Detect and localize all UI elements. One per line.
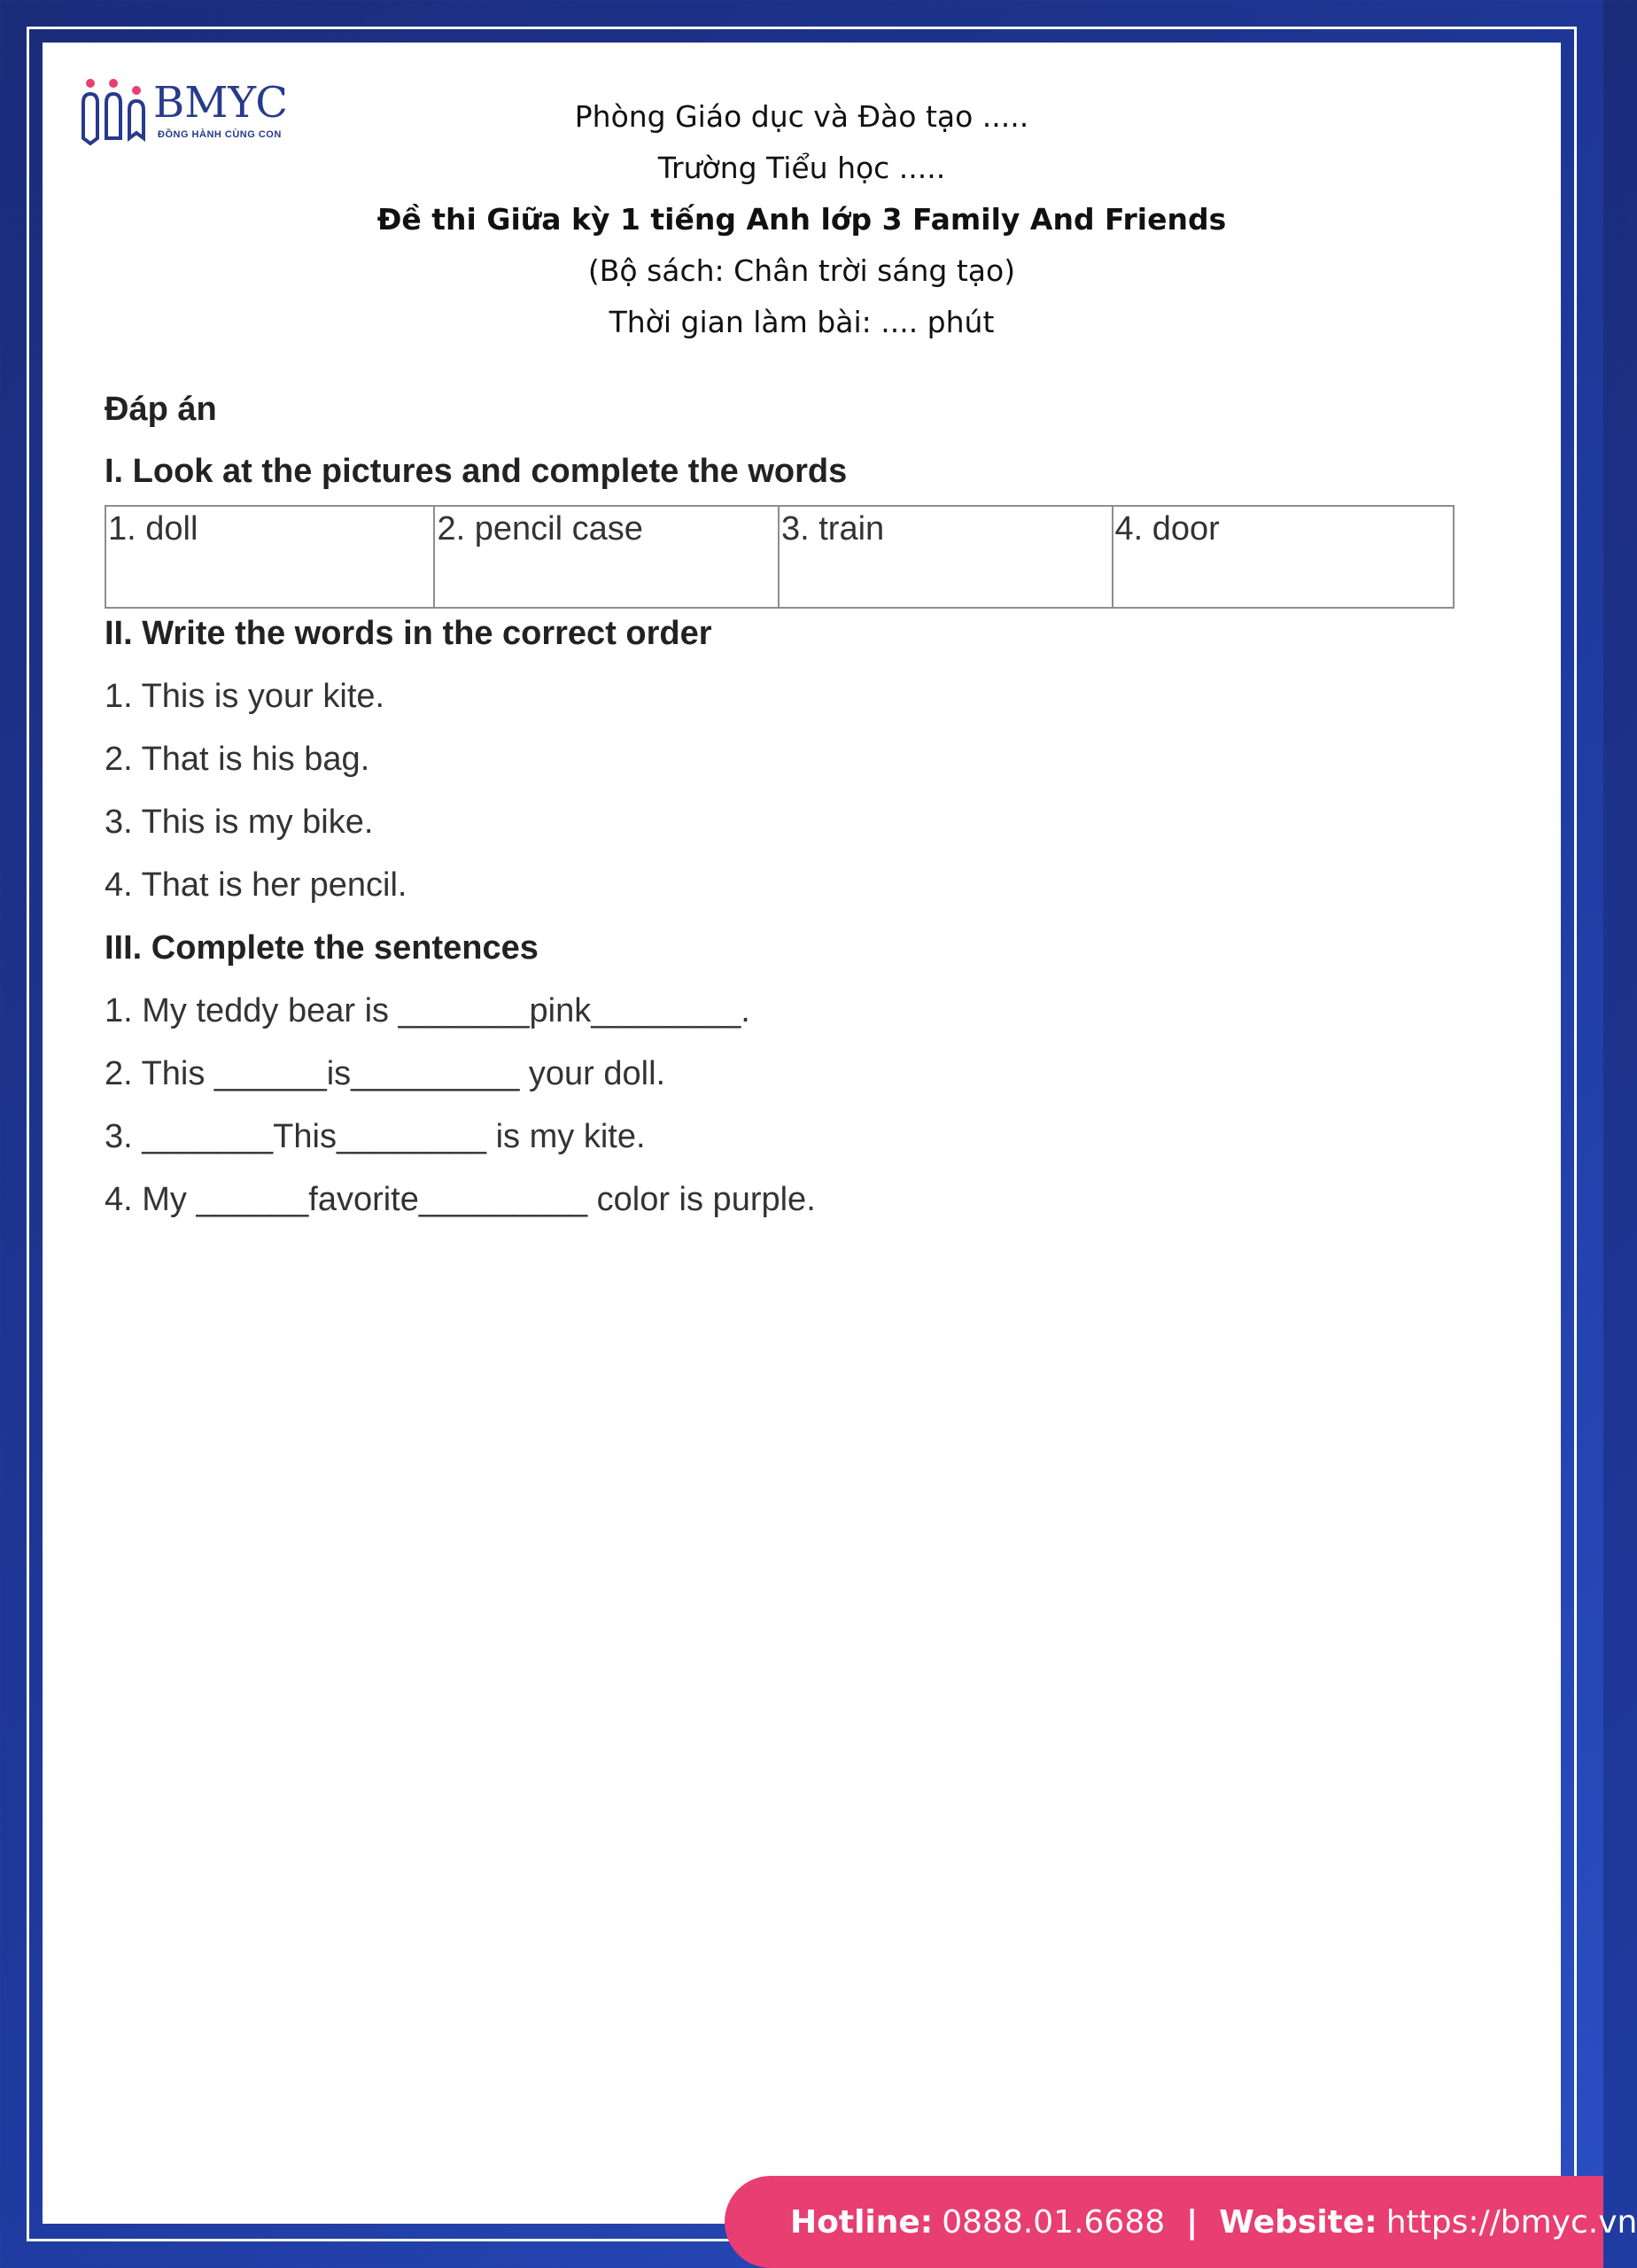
contact-footer [725,2176,1637,2268]
logo-name: BMYC [153,78,288,128]
list-item: 4. My ______favorite_________ color is purple. [105,1181,816,1218]
section-2-title: II. Write the words in the correct order [105,615,712,652]
list-item: 2. That is his bag. [105,741,370,778]
list-item: 3. _______This________ is my kite. [105,1118,646,1155]
answer-content [105,388,1469,1221]
section-1-title: I. Look at the pictures and complete the words [105,453,848,490]
website-label: Website: [1219,2203,1377,2241]
book-series: (Bộ sách: Chân trời sáng tạo) [587,253,1016,288]
list-item: 1. This is your kite. [105,678,385,715]
footer-separator: | [1186,2203,1199,2241]
exam-title: Đề thi Giữa kỳ 1 tiếng Anh lớp 3 Family And Friends [376,202,1227,237]
list-item: 4. That is her pencil. [105,866,407,904]
section-3-title: III. Complete the sentences [105,929,539,967]
list-item: 2. This ______is_________ your doll. [105,1055,666,1092]
time-limit: Thời gian làm bài: .... phút [609,305,995,339]
hotline-number[interactable]: 0888.01.6688 [942,2203,1166,2241]
table-cell: 4. door [1113,506,1455,608]
table-cell: 3. train [779,506,1113,608]
table-row [105,506,1454,608]
website-link[interactable]: https://bmyc.vn [1385,2203,1637,2241]
exam-header [43,91,1561,348]
hotline-label: Hotline: [790,2203,934,2241]
list-item: 1. My teddy bear is _______pink________. [105,992,750,1029]
list-item: 3. This is my bike. [105,804,374,841]
words-table [105,505,1455,609]
table-cell: 2. pencil case [434,506,779,608]
table-cell: 1. doll [105,506,434,608]
department-line: Phòng Giáo dục và Đào tạo ..... [574,99,1029,134]
logo-tagline: ĐỒNG HÀNH CÙNG CON [158,129,282,140]
answer-heading: Đáp án [105,391,217,428]
school-line: Trường Tiểu học ..... [657,151,946,185]
document-page [43,43,1561,2224]
